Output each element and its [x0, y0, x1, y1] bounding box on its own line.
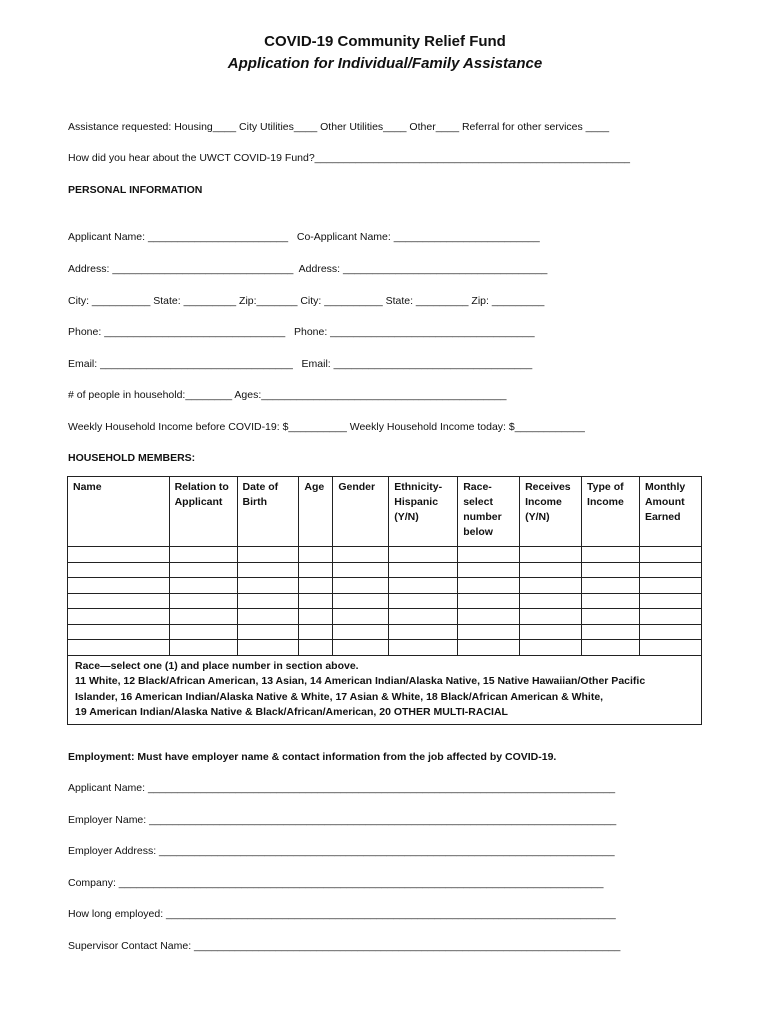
- household-member-row[interactable]: [68, 624, 702, 640]
- table-cell[interactable]: [299, 609, 333, 625]
- race-note-line: 11 White, 12 Black/African American, 13 Asian, 14 American Indian/Alaska Native, 15 Native Hawaiian/Other Pacific: [75, 675, 646, 687]
- table-cell[interactable]: [458, 593, 520, 609]
- table-cell[interactable]: [333, 609, 389, 625]
- table-cell[interactable]: [389, 562, 458, 578]
- household-member-row[interactable]: [68, 562, 702, 578]
- address-field[interactable]: Address: _______________________________ Address: ___________________________________: [68, 263, 548, 275]
- table-cell[interactable]: [299, 562, 333, 578]
- table-cell[interactable]: [68, 640, 170, 656]
- household-member-row[interactable]: [68, 609, 702, 625]
- table-cell[interactable]: [169, 547, 237, 563]
- table-cell[interactable]: [458, 547, 520, 563]
- column-header: Gender: [333, 477, 389, 547]
- table-cell[interactable]: [68, 593, 170, 609]
- how-long-employed-field[interactable]: How long employed: _____________________________________________________________________________: [68, 908, 616, 920]
- table-header-row: [68, 477, 702, 547]
- table-cell[interactable]: [582, 609, 640, 625]
- table-cell[interactable]: [639, 609, 701, 625]
- table-cell[interactable]: [520, 578, 582, 594]
- table-cell[interactable]: [639, 593, 701, 609]
- table-cell[interactable]: [520, 609, 582, 625]
- city-state-zip-field[interactable]: City: __________ State: _________ Zip:_______ City: __________ State: _________ Zip: _________: [68, 295, 545, 307]
- column-header: Age: [299, 477, 333, 547]
- form-subtitle: Application for Individual/Family Assistance: [227, 55, 543, 72]
- table-cell[interactable]: [389, 609, 458, 625]
- table-cell[interactable]: [389, 640, 458, 656]
- table-cell[interactable]: [237, 624, 299, 640]
- table-cell[interactable]: [169, 624, 237, 640]
- table-cell[interactable]: [333, 578, 389, 594]
- race-note: [68, 655, 702, 724]
- column-header: Monthly Amount Earned: [639, 477, 701, 547]
- supervisor-contact-field[interactable]: Supervisor Contact Name: _________________________________________________________________________: [68, 940, 621, 952]
- table-cell[interactable]: [169, 562, 237, 578]
- table-cell[interactable]: [333, 624, 389, 640]
- table-cell[interactable]: [299, 640, 333, 656]
- column-header: Relation to Applicant: [169, 477, 237, 547]
- table-cell[interactable]: [237, 640, 299, 656]
- race-note-line: 19 American Indian/Alaska Native & Black/African/American, 20 OTHER MULTI-RACIAL: [75, 706, 508, 718]
- table-cell[interactable]: [333, 640, 389, 656]
- weekly-income-field[interactable]: Weekly Household Income before COVID-19: $__________ Weekly Household Income today: $____________: [68, 421, 585, 433]
- table-cell[interactable]: [68, 562, 170, 578]
- household-member-row[interactable]: [68, 593, 702, 609]
- table-cell[interactable]: [639, 578, 701, 594]
- employment-heading: Employment: Must have employer name & contact information from the job affected by COVID-19.: [68, 751, 557, 763]
- column-header: Date of Birth: [237, 477, 299, 547]
- table-cell[interactable]: [333, 593, 389, 609]
- table-cell[interactable]: [169, 640, 237, 656]
- column-header: Race-select number below: [458, 477, 520, 547]
- table-cell[interactable]: [582, 593, 640, 609]
- table-cell[interactable]: [237, 593, 299, 609]
- household-member-row[interactable]: [68, 578, 702, 594]
- race-note-line: Islander, 16 American Indian/Alaska Native & White, 17 Asian & White, 18 Black/African American & White,: [75, 690, 604, 703]
- column-header: Type of Income: [582, 477, 640, 547]
- table-cell[interactable]: [237, 578, 299, 594]
- race-note-title: Race—select one (1) and place number in section above.: [75, 659, 359, 672]
- personal-info-heading: PERSONAL INFORMATION: [68, 184, 203, 196]
- assistance-requested-field[interactable]: Assistance requested: Housing____ City Utilities____ Other Utilities____ Other____ Referral for other services ____: [68, 121, 610, 133]
- table-cell[interactable]: [458, 609, 520, 625]
- table-cell[interactable]: [520, 547, 582, 563]
- table-cell[interactable]: [582, 640, 640, 656]
- household-members-table: [67, 476, 702, 725]
- form-title: COVID-19 Community Relief Fund: [264, 33, 506, 50]
- table-cell[interactable]: [389, 547, 458, 563]
- table-cell[interactable]: [520, 640, 582, 656]
- table-cell[interactable]: [520, 593, 582, 609]
- household-count-field[interactable]: # of people in household:________ Ages:__________________________________________: [68, 389, 507, 401]
- employer-address-field[interactable]: Employer Address: ______________________________________________________________________________: [68, 845, 615, 857]
- table-cell[interactable]: [458, 562, 520, 578]
- table-cell[interactable]: [639, 624, 701, 640]
- table-cell[interactable]: [299, 547, 333, 563]
- race-note-row: [68, 655, 702, 724]
- table-cell[interactable]: [68, 624, 170, 640]
- table-cell[interactable]: [237, 562, 299, 578]
- table-cell[interactable]: [520, 624, 582, 640]
- applicant-name-field[interactable]: Applicant Name: ________________________ Co-Applicant Name: _________________________: [68, 231, 540, 243]
- household-members-heading: HOUSEHOLD MEMBERS:: [68, 452, 196, 464]
- household-member-row[interactable]: [68, 547, 702, 563]
- company-field[interactable]: Company: ___________________________________________________________________________________: [68, 877, 604, 889]
- table-cell[interactable]: [299, 578, 333, 594]
- table-cell[interactable]: [639, 640, 701, 656]
- table-cell[interactable]: [299, 624, 333, 640]
- table-cell[interactable]: [582, 547, 640, 563]
- table-cell[interactable]: [582, 578, 640, 594]
- table-cell[interactable]: [68, 547, 170, 563]
- table-cell[interactable]: [169, 609, 237, 625]
- table-cell[interactable]: [169, 578, 237, 594]
- table-cell[interactable]: [299, 593, 333, 609]
- table-cell[interactable]: [237, 547, 299, 563]
- employer-name-field[interactable]: Employer Name: ________________________________________________________________________________: [68, 814, 617, 826]
- household-member-row[interactable]: [68, 640, 702, 656]
- column-header: Name: [68, 477, 170, 547]
- how-heard-field[interactable]: How did you hear about the UWCT COVID-19 Fund?______________________________________________________: [68, 152, 631, 164]
- table-cell[interactable]: [458, 624, 520, 640]
- column-header: Receives Income (Y/N): [520, 477, 582, 547]
- employment-applicant-name-field[interactable]: Applicant Name: ________________________________________________________________________________: [68, 782, 616, 794]
- table-cell[interactable]: [169, 593, 237, 609]
- phone-field[interactable]: Phone: _______________________________ Phone: ___________________________________: [68, 326, 535, 338]
- table-cell[interactable]: [458, 578, 520, 594]
- table-cell[interactable]: [333, 562, 389, 578]
- table-cell[interactable]: [333, 547, 389, 563]
- table-cell[interactable]: [520, 562, 582, 578]
- table-cell[interactable]: [389, 593, 458, 609]
- table-cell[interactable]: [68, 578, 170, 594]
- table-cell[interactable]: [639, 562, 701, 578]
- column-header: Ethnicity-Hispanic (Y/N): [389, 477, 458, 547]
- table-cell[interactable]: [237, 609, 299, 625]
- table-cell[interactable]: [389, 578, 458, 594]
- table-cell[interactable]: [68, 609, 170, 625]
- table-cell[interactable]: [458, 640, 520, 656]
- email-field[interactable]: Email: _________________________________ Email: __________________________________: [68, 358, 533, 370]
- table-cell[interactable]: [582, 562, 640, 578]
- table-cell[interactable]: [639, 547, 701, 563]
- table-cell[interactable]: [582, 624, 640, 640]
- table-cell[interactable]: [389, 624, 458, 640]
